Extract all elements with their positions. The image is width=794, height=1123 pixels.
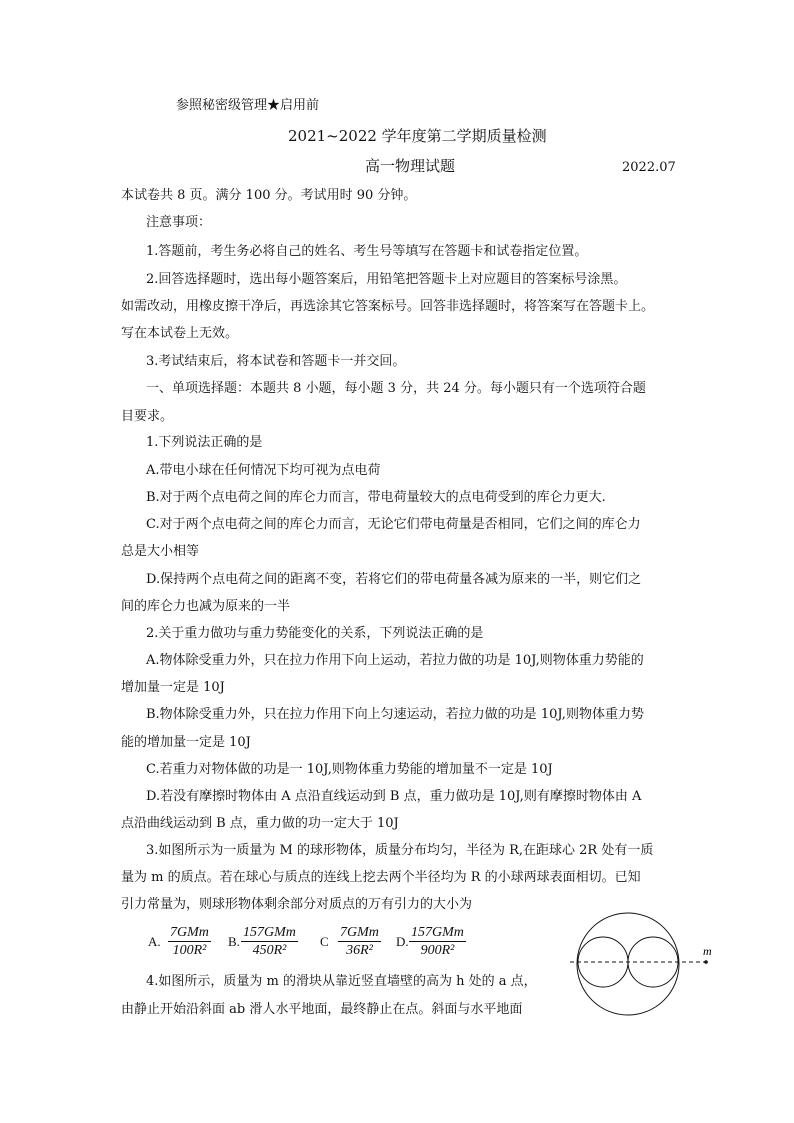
q4-line-1: 4.如图所示，质量为 m 的滑块从靠近竖直墙壁的高为 h 处的 a 点，: [146, 974, 537, 989]
q2-option-b-line-1: B.物体除受重力外，只在拉力作用下向上匀速运动，若拉力做的功是 10J,则物体重力势: [146, 707, 644, 722]
pages-info: 本试卷共 8 页。满分 100 分。考试用时 90 分钟。: [121, 188, 417, 203]
q3-option-b-denominator: 450R²: [241, 941, 298, 959]
q3-option-b-label: B.: [228, 934, 240, 949]
q3-option-d-denominator: 900R²: [409, 941, 466, 959]
q3-option-c-label: C: [320, 934, 329, 949]
section-heading-line-1: 一、单项选择题：本题共 8 小题，每小题 3 分，共 24 分。每小题只有一个选项符合题: [146, 381, 646, 396]
q1-option-c-line-2: 总是大小相等: [121, 544, 200, 559]
q2-stem: 2.关于重力做功与重力势能变化的关系，下列说法正确的是: [146, 626, 484, 641]
notice-2-line-2: 如需改动，用橡皮擦干净后，再选涂其它答案标号。回答非选择题时，将答案写在答题卡上。: [121, 299, 655, 314]
q2-option-a-line-1: A.物体除受重力外，只在拉力作用下向上运动，若拉力做的功是 10J,则物体重力势能的: [146, 653, 644, 668]
sphere-cavity-figure: [566, 910, 726, 1018]
q3-line-1: 3.如图所示为一质量为 M 的球形物体，质量分布均匀，半径为 R,在距球心 2R 处有一质: [146, 843, 654, 858]
q3-option-a-label: A.: [148, 934, 161, 949]
section-heading-line-2: 目要求。: [121, 409, 174, 424]
q1-option-d-line-1: D.保持两个点电荷之间的距离不变，若将它们的带电荷量各减为原来的一半，则它们之: [146, 572, 642, 587]
q3-line-3: 引力常量为，则球形物体剩余部分对质点的万有引力的大小为: [121, 897, 473, 912]
notice-2-line-3: 写在本试卷上无效。: [121, 326, 239, 341]
q1-option-a: A.带电小球在任何情况下均可视为点电荷: [146, 463, 381, 478]
q1-option-b: B.对于两个点电荷之间的库仑力而言，带电荷量较大的点电荷受到的库仑力更大.: [146, 490, 606, 505]
q3-option-d-numerator: 157GMm: [411, 925, 464, 940]
q3-option-c-fraction: [338, 924, 381, 959]
q3-option-c-numerator: 7GMm: [340, 925, 379, 940]
q2-option-d-line-2: 点沿曲线运动到 B 点，重力做的功一定大于 10J: [121, 816, 399, 831]
q1-stem: 1.下列说法正确的是: [146, 435, 263, 450]
q1-option-d-line-2: 间的库仑力也减为原来的一半: [121, 599, 291, 614]
q3-option-c-denominator: 36R²: [338, 941, 381, 959]
q3-option-d-label: D.: [396, 934, 409, 949]
exam-title: 2021~2022 学年度第二学期质量检测: [288, 127, 547, 145]
notice-title: 注意事项：: [146, 215, 212, 230]
q1-option-c-line-1: C.对于两个点电荷之间的库仑力而言，无论它们带电荷量是否相同，它们之间的库仑力: [146, 517, 641, 532]
q3-option-a-fraction: [168, 924, 211, 959]
q3-option-d-fraction: [409, 924, 466, 959]
notice-1: 1.答题前，考生务必将自己的姓名、考生号等填写在答题卡和试卷指定位置。: [146, 244, 588, 259]
q3-option-b-fraction: [241, 924, 298, 959]
confidentiality-label: 参照秘密级管理★启用前: [176, 98, 320, 113]
q2-option-b-line-2: 能的增加量一定是 10J: [121, 735, 251, 750]
q4-line-2: 由静止开始沿斜面 ab 滑人水平地面，最终静止在点。斜面与水平地面: [121, 1002, 523, 1017]
q3-option-a-denominator: 100R²: [168, 941, 211, 959]
q3-option-a-numerator: 7GMm: [170, 925, 209, 940]
exam-date: 2022.07: [622, 160, 676, 175]
q3-option-b-numerator: 157GMm: [243, 925, 296, 940]
q3-line-2: 量为 m 的质点。若在球心与质点的连线上挖去两个半径均为 R 的小球两球表面相切。已知: [121, 870, 641, 885]
notice-3: 3.考试结束后，将本试卷和答题卡一并交回。: [146, 354, 406, 369]
point-mass-dot: [704, 960, 708, 964]
subject-title: 高一物理试题: [365, 157, 456, 175]
q2-option-c: C.若重力对物体做的功是一 10J,则物体重力势能的增加量不一定是 10J: [146, 762, 553, 777]
q2-option-d-line-1: D.若没有摩擦时物体由 A 点沿直线运动到 B 点，重力做功是 10J,则有摩擦时物体由 A: [146, 789, 642, 804]
notice-2-line-1: 2.回答选择题时，选出每小题答案后，用铅笔把答题卡上对应题目的答案标号涂黑。: [146, 272, 627, 287]
point-mass-label: m: [703, 944, 712, 958]
q2-option-a-line-2: 增加量一定是 10J: [121, 680, 225, 695]
